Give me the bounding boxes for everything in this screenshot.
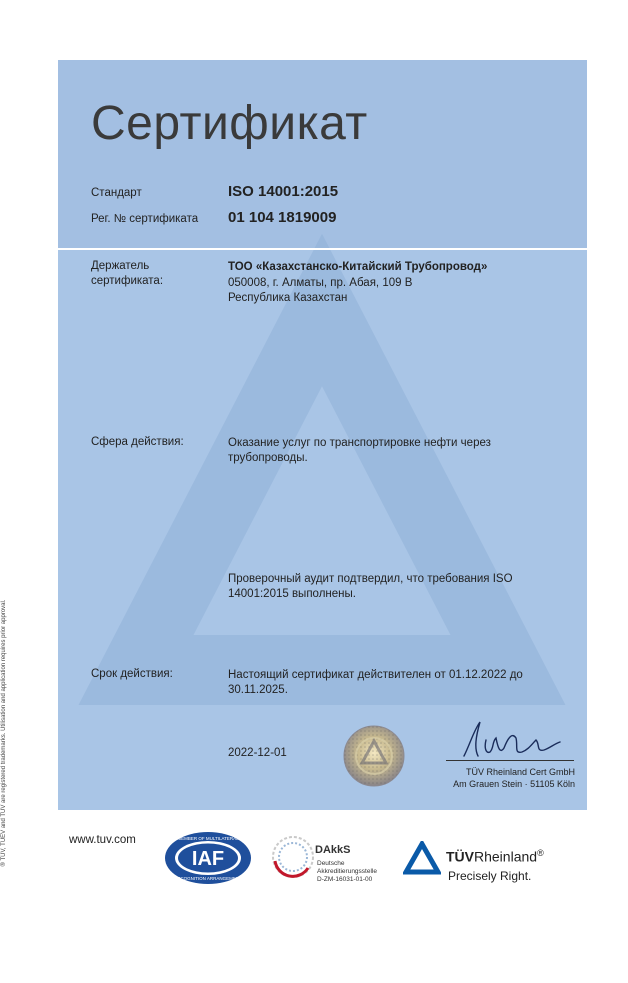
holder-label-2: сертификата: <box>91 275 164 287</box>
tuv-triangle-logo-icon <box>403 841 441 875</box>
hologram-seal-icon <box>343 725 405 787</box>
holder-address: 050008, г. Алматы, пр. Абая, 109 В <box>228 277 413 289</box>
dakks-logo-icon <box>270 834 316 880</box>
holder-name: ТОО «Казахстанско-Китайский Трубопровод» <box>228 261 488 273</box>
reg-number-label: Рег. № сертификата <box>91 213 199 225</box>
audit-line-1: Проверочный аудит подтвердил, что требования ISO <box>228 573 513 585</box>
certificate-panel <box>58 60 587 810</box>
tuv-rheinland-brand: TÜVRheinland® <box>446 848 544 865</box>
validity-line-2: 30.11.2025. <box>228 684 288 696</box>
dakks-line-3: D-ZM-16031-01-00 <box>317 876 373 883</box>
standard-label: Стандарт <box>91 187 142 199</box>
holder-country: Республика Казахстан <box>228 292 348 304</box>
header-divider <box>58 248 587 250</box>
scope-line-1: Оказание услуг по транспортировке нефти через <box>228 437 491 449</box>
dakks-line-1: Deutsche <box>317 860 345 867</box>
holder-label-1: Держатель <box>91 260 150 272</box>
website-link[interactable]: www.tuv.com <box>69 834 136 846</box>
iaf-ring-top: MEMBER OF MULTILATERAL <box>177 836 239 841</box>
validity-line-1: Настоящий сертификат действителен от 01.12.2022 до <box>228 669 523 681</box>
audit-line-2: 14001:2015 выполнены. <box>228 588 356 600</box>
issuer-address: Am Grauen Stein · 51105 Köln <box>453 779 575 789</box>
certificate-title: Сертификат <box>91 97 368 150</box>
standard-value: ISO 14001:2015 <box>228 183 339 200</box>
tuv-tagline: Precisely Right. <box>448 869 532 883</box>
iaf-ring-bottom: RECOGNITION ARRANGEMENT <box>174 876 242 881</box>
iaf-logo-icon <box>163 831 253 886</box>
trademark-side-note: ® TÜV, TUEV and TUV are registered trademarks. Utilisation and application requires prior approval. <box>1 599 7 867</box>
scope-line-2: трубопроводы. <box>228 452 308 464</box>
issuer-name: TÜV Rheinland Cert GmbH <box>465 767 575 777</box>
dakks-name: DAkkS <box>315 844 351 856</box>
dakks-line-2: Akkreditierungsstelle <box>317 868 377 875</box>
iaf-text: IAF <box>191 848 225 870</box>
reg-number-value: 01 104 1819009 <box>228 209 337 226</box>
signature-icon <box>456 718 566 762</box>
signature-text: lüdas <box>456 718 459 719</box>
signature-line <box>446 760 574 761</box>
issue-date: 2022-12-01 <box>228 747 287 759</box>
validity-label: Срок действия: <box>91 668 173 680</box>
scope-label: Сфера действия: <box>91 436 184 448</box>
